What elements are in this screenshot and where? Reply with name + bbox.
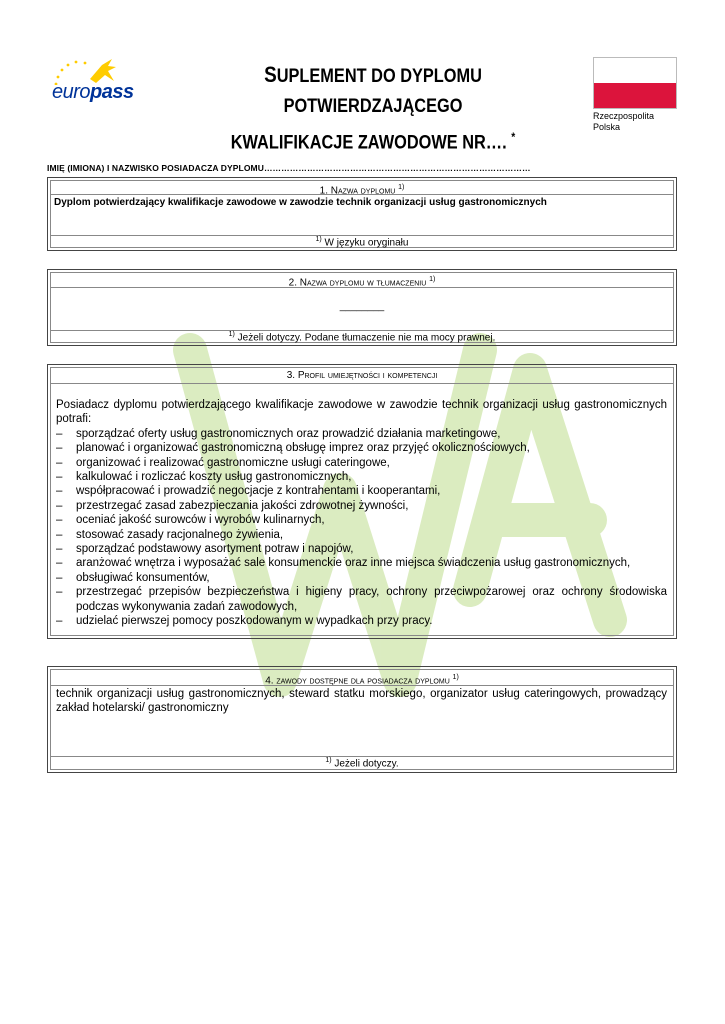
skill-item: – obsługiwać konsumentów, [56,571,667,585]
country-label-line-1: Rzeczpospolita [593,111,655,121]
diploma-name-value: Dyplom potwierdzający kwalifikacje zawodowe w zawodzie technik organizacji usług gastronomicznych [54,197,547,208]
section-1-footnote: $^{1)}$ W języku oryginału [51,235,673,249]
section-2-header: 2. Nazwa dyplomu w tłumaczeniu $^{1)}$ [51,273,673,288]
title-initial: S [264,62,277,87]
logo-text-euro: euro [52,81,91,103]
section-diploma-translation [47,269,677,346]
skill-item: – sporządzać podstawowy asortyment potraw i napojów, [56,542,667,556]
title-line-1: UPLEMENT DO DYPLOMU POTWIERDZAJĄCEGO [276,66,482,117]
title-line-2: KWALIFIKACJE ZAWODOWE NR…. [230,132,507,154]
section-4-header: 4. zawody dostępne dla posiadacza dyplomu $^{1)}$ [51,670,673,686]
country-label [593,111,654,133]
translation-value: ________ [339,301,385,312]
skill-item: – planować i organizować gastronomiczną obsługę imprez oraz przyjęć okolicznościowych, [56,441,667,455]
skill-item: – udzielać pierwszej pomocy poszkodowanym w wypadkach przy pracy. [56,614,667,628]
section-skills-profile [47,364,677,639]
section-4-footnote: $^{1)}$ Jeżeli dotyczy. [51,756,673,771]
skill-item: – sporządzać oferty usług gastronomicznych oraz prowadzić działania marketingowe, [56,427,667,441]
document-title [197,60,550,158]
skill-item: – aranżować wnętrza i wyposażać sale konsumenckie oraz inne miejsca świadczenia usług gastronomicznych, [56,556,667,570]
title-asterisk: * [511,130,516,144]
skill-item: – kalkulować i rozliczać koszty usług gastronomicznych, [56,470,667,484]
skills-intro: Posiadacz dyplomu potwierdzającego kwalifikacje zawodowe w zawodzie technik organizacji usług gastronomicznych potrafi: [56,399,667,426]
section-available-occupations [47,666,677,773]
logo-text-pass: pass [90,81,134,103]
skills-content [51,398,673,629]
country-label-line-2: Polska [593,122,621,132]
poland-flag-icon [593,57,677,109]
skill-item: – oceniać jakość surowców i wyrobów kulinarnych, [56,513,667,527]
skill-item: – przestrzegać zasad zabezpieczania jakości zdrowotnej żywności, [56,499,667,513]
section-1-header: 1. Nazwa dyplomu $^{1)}$ [51,181,673,195]
occupations-value: technik organizacji usług gastronomicznych, steward statku morskiego, organizator usług cateringowych, prowadzący zakład hotelarski/ gastronomiczny [56,688,667,715]
skills-list [56,427,667,629]
section-diploma-name [47,177,677,251]
skill-item: – organizować i realizować gastronomiczne usługi cateringowe, [56,456,667,470]
section-3-header: 3. Profil umiejętności i kompetencji [51,368,673,384]
skill-item: – współpracować i prowadzić negocjacje z kontrahentami i kooperantami, [56,484,667,498]
holder-name-line: IMIĘ (IMIONA) I NAZWISKO POSIADACZA DYPLOMU………………………………………………………………………………… [47,163,531,173]
section-2-footnote: $^{1)}$ Jeżeli dotyczy. Podane tłumaczenie nie ma mocy prawnej. [51,330,673,344]
skill-item: – przestrzegać przepisów bezpieczeństwa i higieny pracy, ochrony przeciwpożarowej oraz ochrony środowiska podczas wykonywania zadań zawodowych, [56,585,667,614]
europass-logo [50,55,150,105]
skill-item: – stosować zasady racjonalnego żywienia, [56,528,667,542]
